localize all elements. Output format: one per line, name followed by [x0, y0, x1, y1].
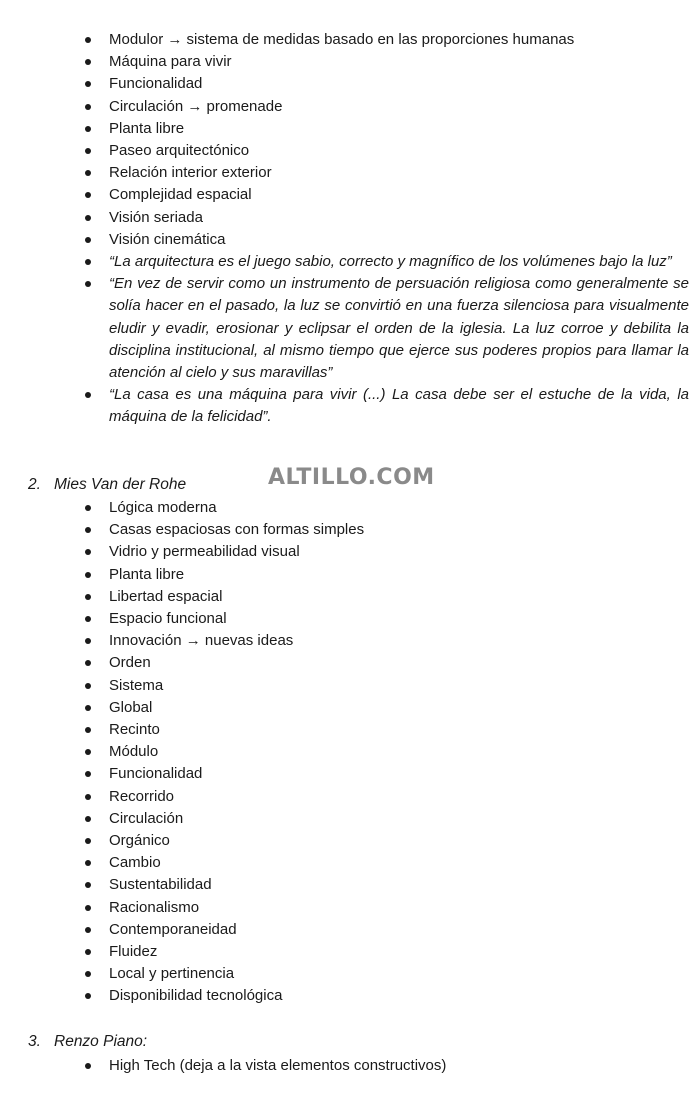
bullet-icon: [85, 104, 91, 110]
bullet-icon: [85, 949, 91, 955]
list-item: [109, 229, 689, 251]
list-item: [109, 162, 689, 184]
list-item-text: Global: [109, 698, 153, 716]
list-item-text: Sustentabilidad: [109, 876, 212, 894]
list-item: [109, 51, 689, 73]
bullet-icon: [85, 993, 91, 999]
list-item: [109, 564, 669, 586]
list-item-text: Lógica moderna: [109, 499, 217, 516]
list-item: [109, 874, 669, 896]
list-item: [109, 741, 669, 763]
watermark-logo: ALTILLO.COM: [268, 465, 435, 490]
list-item-text: Planta libre: [109, 565, 185, 583]
list-item-text: Circulación: [109, 809, 184, 827]
list-item-text: Racionalismo: [109, 898, 200, 916]
list-item: [109, 1055, 669, 1077]
section3-list: [109, 1055, 669, 1077]
section-title: Mies Van der Rohe: [54, 476, 187, 493]
bullet-icon: [85, 749, 91, 755]
quote-text: “La casa es una máquina para vivir (...) La casa debe ser el estuche de la vida, la máquina de la felicidad”.: [109, 386, 689, 426]
list-item: [109, 96, 689, 118]
quote-text: “La arquitectura es el juego sabio, correcto y magnífico de los volúmenes bajo la luz”: [109, 253, 672, 271]
list-item: [109, 519, 669, 541]
list-item: [109, 897, 669, 919]
section-number: 3.: [28, 1033, 41, 1050]
section-number: 2.: [28, 476, 41, 493]
list-item: [109, 652, 669, 674]
list-item-text: Orden: [109, 654, 151, 672]
list-item-text: Modulor → sistema de medidas basado en las proporciones humanas: [109, 31, 575, 48]
quote-item: [109, 384, 689, 428]
quote-item: [109, 273, 689, 384]
bullet-icon: [85, 192, 91, 198]
list-item-text: Paseo arquitectónico: [109, 142, 250, 160]
bullet-icon: [85, 126, 91, 132]
list-item-text: Relación interior exterior: [109, 164, 272, 182]
list-item: [109, 852, 669, 874]
list-item-text: Visión cinemática: [109, 230, 226, 248]
list-item-text: Espacio funcional: [109, 610, 227, 628]
list-item-text: Disponibilidad tecnológica: [109, 987, 283, 1005]
list-item: [109, 630, 669, 652]
bullet-icon: [85, 638, 91, 644]
list-item: [109, 985, 669, 1007]
section1-list: [109, 29, 689, 429]
bullet-icon: [85, 794, 91, 800]
section-title: Renzo Piano:: [54, 1033, 148, 1050]
list-item-text: Cambio: [109, 854, 161, 872]
list-item-text: Sistema: [109, 676, 164, 694]
bullet-icon: [85, 1063, 91, 1069]
list-item-text: Contemporaneidad: [109, 920, 237, 938]
bullet-icon: [85, 59, 91, 65]
bullet-icon: [85, 927, 91, 933]
list-item: [109, 675, 669, 697]
bullet-icon: [85, 705, 91, 711]
list-item: [109, 140, 689, 162]
bullet-icon: [85, 37, 91, 43]
bullet-icon: [85, 771, 91, 777]
bullet-icon: [85, 594, 91, 600]
bullet-icon: [85, 215, 91, 221]
bullet-icon: [85, 148, 91, 154]
section2-list: [109, 497, 669, 1008]
list-item: [109, 786, 669, 808]
bullet-icon: [85, 882, 91, 888]
list-item-text: Visión seriada: [109, 208, 203, 226]
list-item: [109, 586, 669, 608]
list-item-text: Recinto: [109, 721, 160, 739]
list-item: [109, 118, 689, 140]
list-item: [109, 541, 669, 563]
list-item-text: Complejidad espacial: [109, 186, 252, 204]
list-item-text: Local y pertinencia: [109, 965, 235, 983]
bullet-icon: [85, 281, 91, 287]
list-item-text: Vidrio y permeabilidad visual: [109, 543, 300, 561]
list-item-text: High Tech (deja a la vista elementos constructivos): [109, 1057, 447, 1074]
bullet-icon: [85, 616, 91, 622]
list-item: [109, 697, 669, 719]
list-item-text: Planta libre: [109, 119, 185, 137]
bullet-icon: [85, 81, 91, 87]
bullet-icon: [85, 505, 91, 511]
bullet-icon: [85, 683, 91, 689]
bullet-icon: [85, 971, 91, 977]
bullet-icon: [85, 259, 91, 265]
list-item-text: Máquina para vivir: [109, 53, 232, 71]
list-item: [109, 719, 669, 741]
bullet-icon: [85, 527, 91, 533]
list-item-text: Recorrido: [109, 787, 175, 805]
list-item: [109, 497, 669, 519]
bullet-icon: [85, 860, 91, 866]
bullet-icon: [85, 838, 91, 844]
bullet-icon: [85, 392, 91, 398]
bullet-icon: [85, 170, 91, 176]
section2-heading: [28, 474, 186, 496]
list-item-text: Casas espaciosas con formas simples: [109, 521, 365, 539]
list-item-text: Libertad espacial: [109, 587, 223, 605]
quote-item: [109, 251, 689, 273]
list-item: [109, 830, 669, 852]
section3-heading: [28, 1031, 147, 1053]
list-item: [109, 73, 689, 95]
list-item-text: Fluidez: [109, 943, 158, 961]
list-item: [109, 919, 669, 941]
list-item: [109, 763, 669, 785]
list-item: [109, 29, 689, 51]
bullet-icon: [85, 727, 91, 733]
bullet-icon: [85, 905, 91, 911]
quote-text: “En vez de servir como un instrumento de persuación religiosa como generalmente se solía hacer en el pasado, la luz se convirtió en una fuerza silenciosa para visualmente eludir y evadir, erosionar y eclipsar el orden de la iglesia. La luz corroe y debilita la disciplina institucional, al mismo tiempo que ejerce sus poderes propios para llamar la atención al cielo y sus maravillas”: [109, 275, 689, 382]
list-item: [109, 941, 669, 963]
list-item-text: Funcionalidad: [109, 765, 203, 783]
list-item: [109, 608, 669, 630]
bullet-icon: [85, 237, 91, 243]
list-item-text: Circulación → promenade: [109, 97, 283, 115]
bullet-icon: [85, 660, 91, 666]
bullet-icon: [85, 549, 91, 555]
bullet-icon: [85, 572, 91, 578]
list-item-text: Módulo: [109, 743, 159, 761]
list-item-text: Innovación → nuevas ideas: [109, 632, 294, 650]
list-item: [109, 963, 669, 985]
bullet-icon: [85, 816, 91, 822]
list-item: [109, 808, 669, 830]
list-item-text: Funcionalidad: [109, 75, 203, 93]
list-item: [109, 184, 689, 206]
list-item: [109, 207, 689, 229]
list-item-text: Orgánico: [109, 832, 170, 850]
